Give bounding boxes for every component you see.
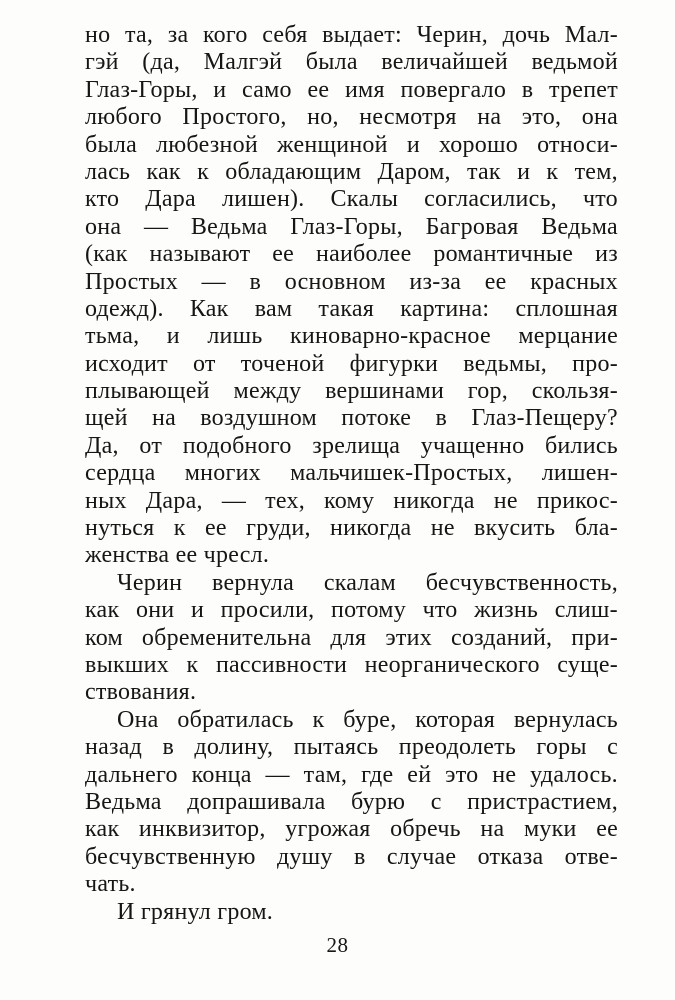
word: лишь (207, 323, 263, 350)
word: фигурки (349, 350, 439, 377)
word: подобного (182, 432, 292, 459)
word: имя (344, 76, 385, 103)
word: на (480, 816, 505, 843)
word: Черин (117, 569, 183, 596)
word: женщиной (276, 131, 388, 158)
word: к (546, 158, 559, 185)
word: наиболее (315, 241, 412, 268)
word: при- (571, 624, 618, 651)
word: ее (307, 76, 330, 103)
text-line (85, 405, 618, 432)
word: душу (276, 843, 333, 870)
word: Ведьма (85, 788, 162, 815)
word: одежд). (85, 295, 164, 322)
word: несмотря (359, 104, 457, 131)
word: но, (307, 104, 339, 131)
word: где (361, 761, 394, 788)
word: бесчувственную (85, 843, 256, 870)
word: зрелища (312, 432, 401, 459)
text-line (85, 132, 618, 159)
word: Багровая (425, 213, 519, 240)
word: они (135, 597, 175, 624)
word: пассивности (215, 651, 348, 678)
text-line: ствования. (85, 679, 197, 706)
word: — (201, 268, 226, 295)
word: — (143, 213, 169, 240)
word: обречь (390, 816, 461, 843)
word: Ведьма (541, 213, 618, 240)
word: вам (254, 295, 293, 322)
text-line (85, 789, 618, 816)
word: преодолеть (398, 734, 517, 761)
word: воздушном (200, 405, 317, 432)
word: и (190, 597, 205, 624)
text-line (85, 488, 618, 515)
word: жизнь (474, 597, 539, 624)
word: Глаз-Горы, (85, 76, 198, 103)
word: вернулась (513, 706, 618, 733)
text-line (85, 351, 618, 378)
word: и (406, 131, 420, 158)
word: вкусить (474, 515, 556, 542)
text-line (85, 734, 618, 761)
word: бесчувственность, (425, 569, 618, 596)
paragraph (85, 570, 618, 707)
text-line (85, 378, 618, 405)
word: в (249, 268, 262, 295)
word: само (242, 76, 292, 103)
text-line (85, 652, 618, 679)
text-line (85, 269, 618, 296)
word: к (173, 515, 186, 542)
word: это (445, 761, 479, 788)
word: такая (318, 295, 375, 322)
word: Даром, (377, 158, 451, 185)
word: Глаз-Пещеру? (471, 405, 618, 432)
word: что (582, 186, 618, 213)
word: и (517, 158, 531, 185)
word: это, (521, 104, 562, 131)
word: Она (117, 706, 159, 733)
word: лишен). (221, 186, 305, 213)
text-line: женства ее чресл. (85, 542, 270, 569)
word: и (213, 76, 227, 103)
text-line (85, 570, 618, 597)
text-line (85, 214, 618, 241)
word: сердца (85, 460, 156, 487)
word: учащенно (420, 432, 525, 459)
word: — (221, 487, 247, 514)
word: гэй (85, 49, 119, 76)
word: Дара (145, 186, 196, 213)
word: ведьмы, (463, 350, 548, 377)
word: скалам (323, 569, 396, 596)
text-line (85, 433, 618, 460)
text-line (85, 762, 618, 789)
word: про- (572, 350, 618, 377)
word: вернула (212, 569, 295, 596)
word: на (152, 405, 176, 432)
word: ее (272, 241, 295, 268)
text-line (85, 707, 618, 734)
word: многих (184, 460, 261, 487)
word: она (85, 213, 122, 240)
word: как (85, 597, 120, 624)
word: сплошная (515, 295, 618, 322)
word: но (85, 22, 111, 48)
word: ных (85, 487, 127, 514)
text-line (85, 241, 618, 268)
paragraph (85, 707, 618, 899)
word: между (233, 378, 302, 405)
word: слиш- (554, 597, 618, 624)
word: неорганического (364, 651, 540, 678)
word: плывающей (85, 378, 210, 405)
word: там, (303, 761, 348, 788)
word: ведьмой (531, 49, 618, 76)
word: романтичные (433, 241, 574, 268)
word: просили, (220, 597, 315, 624)
word: мерцание (518, 323, 618, 350)
word: удалось. (530, 761, 618, 788)
word: бурю (350, 788, 406, 815)
text-line (85, 515, 618, 542)
word: Ведьма (190, 213, 268, 240)
word: бились (544, 432, 618, 459)
text-line: И грянул гром. (117, 898, 274, 925)
word: согласились, (424, 186, 557, 213)
word: случае (386, 843, 457, 870)
word: прикос- (536, 487, 618, 514)
word: отве- (564, 843, 618, 870)
word: была (305, 49, 358, 76)
word: ее (484, 268, 507, 295)
word: как (146, 158, 181, 185)
word: ком (85, 624, 123, 651)
word: долину, (194, 734, 274, 761)
word: себя (262, 22, 308, 48)
word: потому (331, 597, 406, 624)
word: та, (124, 22, 154, 48)
text-line: чать. (85, 871, 136, 898)
word: которая (415, 706, 496, 733)
word: красных (530, 268, 618, 295)
word: Дара, (145, 487, 203, 514)
word: пытаясь (293, 734, 379, 761)
text-line (85, 159, 618, 186)
text-line (85, 460, 618, 487)
word: в (162, 734, 175, 761)
word: суще- (557, 651, 618, 678)
word: вершинами (325, 378, 445, 405)
word: не (430, 515, 455, 542)
word: к (197, 158, 209, 185)
word: в (521, 76, 534, 103)
word: любезной (156, 131, 258, 158)
word: мальчишек-Простых, (290, 460, 513, 487)
text-line (85, 296, 618, 323)
word: инквизитор, (138, 816, 266, 843)
word: к (186, 651, 199, 678)
word: Черин, (416, 22, 488, 48)
word: этих (385, 624, 432, 651)
word: допрашивала (187, 788, 326, 815)
word: так (467, 158, 501, 185)
word: точеной (240, 350, 325, 377)
word: муки (523, 816, 577, 843)
word: с (430, 788, 442, 815)
word: щей (85, 405, 128, 432)
word: тьма, (85, 323, 140, 350)
word: кому (324, 487, 375, 514)
word: ее (596, 816, 618, 843)
word: тем, (574, 158, 618, 185)
text-line (85, 49, 618, 76)
word: гор, (467, 378, 509, 405)
word: повергало (400, 76, 507, 103)
word: исходит (85, 350, 168, 377)
word: буре, (343, 706, 397, 733)
word: в (353, 843, 366, 870)
word: на (477, 104, 502, 131)
word: дальнего (85, 761, 178, 788)
word: никогда (330, 515, 412, 542)
text-line (85, 323, 618, 350)
text-line (85, 22, 618, 49)
word: от (139, 432, 163, 459)
word: отказа (477, 843, 544, 870)
word: (да, (142, 49, 181, 76)
paragraph (85, 899, 618, 926)
word: из (595, 241, 618, 268)
word: выдает: (322, 22, 402, 48)
word: Скалы (330, 186, 399, 213)
word: для (330, 624, 367, 651)
word: обладающим (225, 158, 362, 185)
word: не (492, 761, 517, 788)
word: ее (205, 515, 227, 542)
word: что (422, 597, 458, 624)
word: за (167, 22, 189, 48)
word: она (581, 104, 618, 131)
word: называют (149, 241, 251, 268)
word: нуться (85, 515, 155, 542)
word: относи- (537, 131, 618, 158)
word: — (265, 761, 290, 788)
text-line (85, 597, 618, 624)
word: угрожая (285, 816, 371, 843)
word: тех, (265, 487, 305, 514)
word: пристрастием, (467, 788, 618, 815)
word: потоке (341, 405, 412, 432)
word: конца (191, 761, 252, 788)
word: горы (536, 734, 587, 761)
word: кого (202, 22, 248, 48)
word: созданий, (450, 624, 553, 651)
word: величайшей (381, 49, 508, 76)
word: лишен- (541, 460, 618, 487)
word: основном (284, 268, 386, 295)
word: лась (85, 158, 131, 185)
word: бла- (574, 515, 618, 542)
word: Да, (85, 432, 119, 459)
word: выкших (85, 651, 169, 678)
text-line (85, 625, 618, 652)
word: груди, (246, 515, 311, 542)
word: от (193, 350, 216, 377)
word: к (312, 706, 325, 733)
text-line (85, 77, 618, 104)
word: скользя- (531, 378, 618, 405)
word: любого (85, 104, 162, 131)
page-number: 28 (326, 933, 349, 957)
page-text (85, 22, 618, 926)
word: Малгэй (203, 49, 283, 76)
word: Как (189, 295, 229, 322)
word: трепет (549, 76, 618, 103)
word: назад (85, 734, 143, 761)
text-line (85, 844, 618, 871)
word: обратилась (177, 706, 294, 733)
word: как (85, 816, 120, 843)
word: с (607, 734, 618, 761)
word: хорошо (438, 131, 519, 158)
word: (как (85, 241, 128, 268)
word: не (493, 487, 518, 514)
paragraph (85, 22, 618, 570)
text-line (85, 186, 618, 213)
word: из-за (409, 268, 462, 295)
word: Мал- (564, 22, 618, 48)
word: дочь (502, 22, 551, 48)
text-line (85, 816, 618, 843)
word: картина: (400, 295, 490, 322)
word: киноварно-красное (290, 323, 491, 350)
word: обременительна (141, 624, 312, 651)
word: ей (407, 761, 432, 788)
word: и (166, 323, 180, 350)
word: Простых (85, 268, 178, 295)
word: кто (85, 186, 120, 213)
word: никогда (393, 487, 475, 514)
word: была (85, 131, 137, 158)
word: Глаз-Горы, (290, 213, 403, 240)
text-line (85, 104, 618, 131)
word: Простого, (182, 104, 287, 131)
word: в (435, 405, 448, 432)
